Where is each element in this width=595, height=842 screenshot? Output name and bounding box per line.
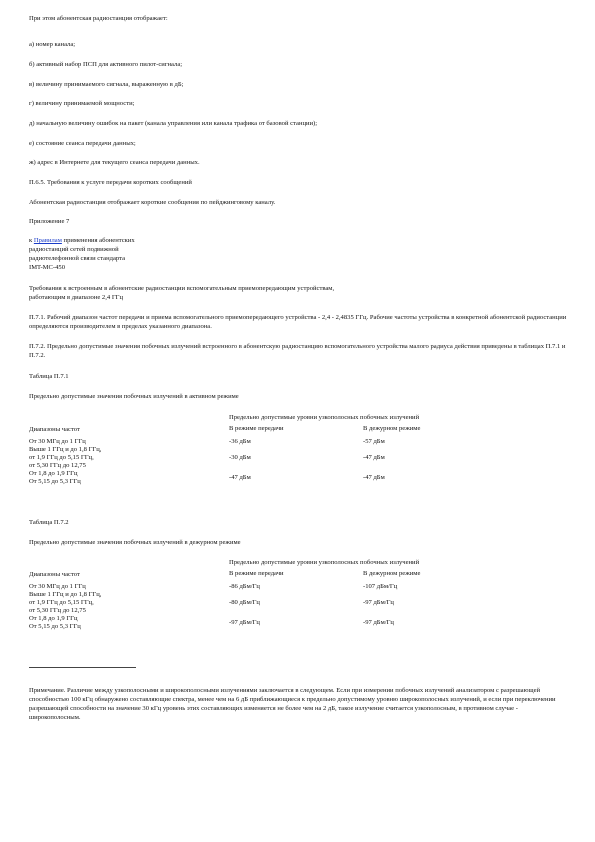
- intro-item-c: в) величину принимаемого сигнала, выраженную в дБ;: [29, 81, 184, 88]
- table-active-mode: [29, 414, 523, 486]
- range-line: От 30 МГц до 1 ГГц: [29, 583, 86, 590]
- range-line: Выше 1 ГГц и до 1,8 ГГц,: [29, 446, 102, 453]
- section-sms-text: Абонентская радиостанция отображает короткие сообщения по пейджинговому каналу.: [29, 199, 276, 206]
- table1-label: Таблица П.7.1: [29, 373, 69, 380]
- footnote-divider: [29, 667, 136, 668]
- table-cell-tx: -86 дБм/Гц: [229, 583, 260, 590]
- range-line: От 30 МГц до 1 ГГц: [29, 438, 86, 445]
- range-line: от 1,9 ГГц до 5,15 ГГц,: [29, 599, 94, 606]
- requirements-title-line-1: Требования к встроенным в абонентские радиостанции вспомогательным приемопередающим устройствам,: [29, 285, 335, 292]
- intro-item-e: д) начальную величину ошибок на пакет (канала управления или канала трафика от базовой станции);: [29, 120, 318, 127]
- intro-item-a: а) номер канала;: [29, 41, 76, 48]
- table-header-group: [229, 559, 523, 579]
- table-header-subcols: [229, 570, 523, 578]
- table-cell-tx: -97 дБм/Гц: [229, 619, 260, 626]
- table-cell-range: [29, 579, 229, 591]
- table-header-tx: В режиме передачи: [229, 570, 284, 577]
- table-cell-range: [29, 470, 229, 486]
- table-cell-tx: -30 дБм: [229, 454, 251, 461]
- table-cell-range: [29, 434, 229, 446]
- table-cell-standby: -47 дБм: [363, 474, 385, 481]
- appendix-reference: [29, 236, 135, 272]
- table-cell-range: [29, 591, 229, 615]
- appendix-ref-line: [29, 236, 135, 245]
- table-row: [29, 446, 523, 470]
- table-cell-standby: -107 дБм/Гц: [363, 583, 398, 590]
- table-header-range: Диапазоны частот: [29, 571, 80, 578]
- section-sms-title: П.6.5. Требования к услуге передачи коротких сообщений: [29, 179, 192, 186]
- table-cell-standby: -97 дБм/Гц: [363, 619, 394, 626]
- table-cell-tx: -36 дБм: [229, 438, 251, 445]
- paragraph-p71: П.7.1. Рабочий диапазон частот передачи и приема вспомогательного приемопередающего устройства - 2,4 - 2,4835 ГГц. Рабочие частоты устройства в конкретной абонентской радиостанции определяются производителем в пределах указанного диапазона.: [29, 314, 567, 330]
- table-cell-tx: -80 дБм/Гц: [229, 599, 260, 606]
- range-line: от 5,30 ГГц до 12,75: [29, 462, 86, 469]
- appendix-ref-line-2: радиостанций сетей подвижной: [29, 246, 119, 253]
- intro-heading: При этом абонентская радиостанция отображает:: [29, 15, 168, 22]
- appendix-title: Приложение 7: [29, 218, 70, 225]
- intro-item-f: е) состояние сеанса передачи данных;: [29, 140, 136, 147]
- range-line: От 5,15 до 5,3 ГГц: [29, 478, 81, 485]
- table-cell-tx: -47 дБм: [229, 474, 251, 481]
- table-header-group-title: Предельно допустимые уровни узкополосных побочных излучений: [229, 559, 420, 566]
- table2-label: Таблица П.7.2: [29, 519, 69, 526]
- range-line: От 1,8 до 1,9 ГГц: [29, 470, 78, 477]
- range-line: от 5,30 ГГц до 12,75: [29, 607, 86, 614]
- intro-item-d: г) величину принимаемой мощности;: [29, 100, 135, 107]
- table-cell-range: [29, 446, 229, 470]
- table1-caption: Предельно допустимые значения побочных излучений в активном режиме: [29, 393, 239, 400]
- range-line: От 1,8 до 1,9 ГГц: [29, 615, 78, 622]
- table-header-subcols: [229, 425, 523, 433]
- intro-item-g: ж) адрес в Интернете для текущего сеанса передачи данных.: [29, 159, 200, 166]
- table-cell-range: [29, 615, 229, 631]
- table-standby-mode: [29, 559, 523, 631]
- footnote-note: Примечание. Различие между узкополосными и широкополосными излучениями заключается в следующем. Если при измерении побочных излучений анализатором с разрешающей способностью 100 кГц обнаружено составляющие спектра, менее чем на 6 дБ приближающиеся к предельно допустимому уровню широкополосных излучений, и если при переключении разрешающей способности на значение 30 кГц уровень этих составляющих изменяется не более чем на 2 дБ, такое излучение считается узкополосным, в противном случае - широкополосным.: [29, 687, 556, 721]
- range-line: Выше 1 ГГц и до 1,8 ГГц,: [29, 591, 102, 598]
- table2-caption: Предельно допустимые значения побочных излучений в дежурном режиме: [29, 539, 241, 546]
- range-line: От 5,15 до 5,3 ГГц: [29, 623, 81, 630]
- table-header-row: [29, 414, 523, 434]
- table-row: [29, 579, 523, 591]
- paragraph-p72: П.7.2. Предельно допустимые значения побочных излучений встроенного в абонентскую радиостанцию вспомогательного устройства малого радиуса действия приведены в таблицах П.7.1 и П.7.2.: [29, 343, 566, 359]
- appendix-ref-line-3: радиотелефонной связи стандарта: [29, 255, 126, 262]
- appendix-ref-line-4: IMT-MC-450: [29, 264, 66, 271]
- requirements-title-line-2: работающим в диапазоне 2,4 ГГц: [29, 294, 123, 301]
- table-cell-standby: -97 дБм/Гц: [363, 599, 394, 606]
- table-row: [29, 591, 523, 615]
- table-row: [29, 434, 523, 446]
- table-row: [29, 470, 523, 486]
- appendix-ref-prefix: к: [29, 237, 34, 244]
- range-line: от 1,9 ГГц до 5,15 ГГц,: [29, 454, 94, 461]
- table-header-range: Диапазоны частот: [29, 426, 80, 433]
- table-header-row: [29, 559, 523, 579]
- table-header-group: [229, 414, 523, 434]
- rules-link[interactable]: Правилам: [33, 237, 62, 244]
- table-row: [29, 615, 523, 631]
- intro-item-b: б) активный набор ПСП для активного пилот-сигнала;: [29, 61, 183, 68]
- appendix-ref-suffix: применения абонентских: [61, 237, 135, 244]
- table-header-tx: В режиме передачи: [229, 425, 284, 432]
- table-header-standby: В дежурном режиме: [363, 425, 421, 432]
- table-cell-standby: -47 дБм: [363, 454, 385, 461]
- table-header-group-title: Предельно допустимые уровни узкополосных побочных излучений: [229, 414, 420, 421]
- table-cell-standby: -57 дБм: [363, 438, 385, 445]
- table-header-standby: В дежурном режиме: [363, 570, 421, 577]
